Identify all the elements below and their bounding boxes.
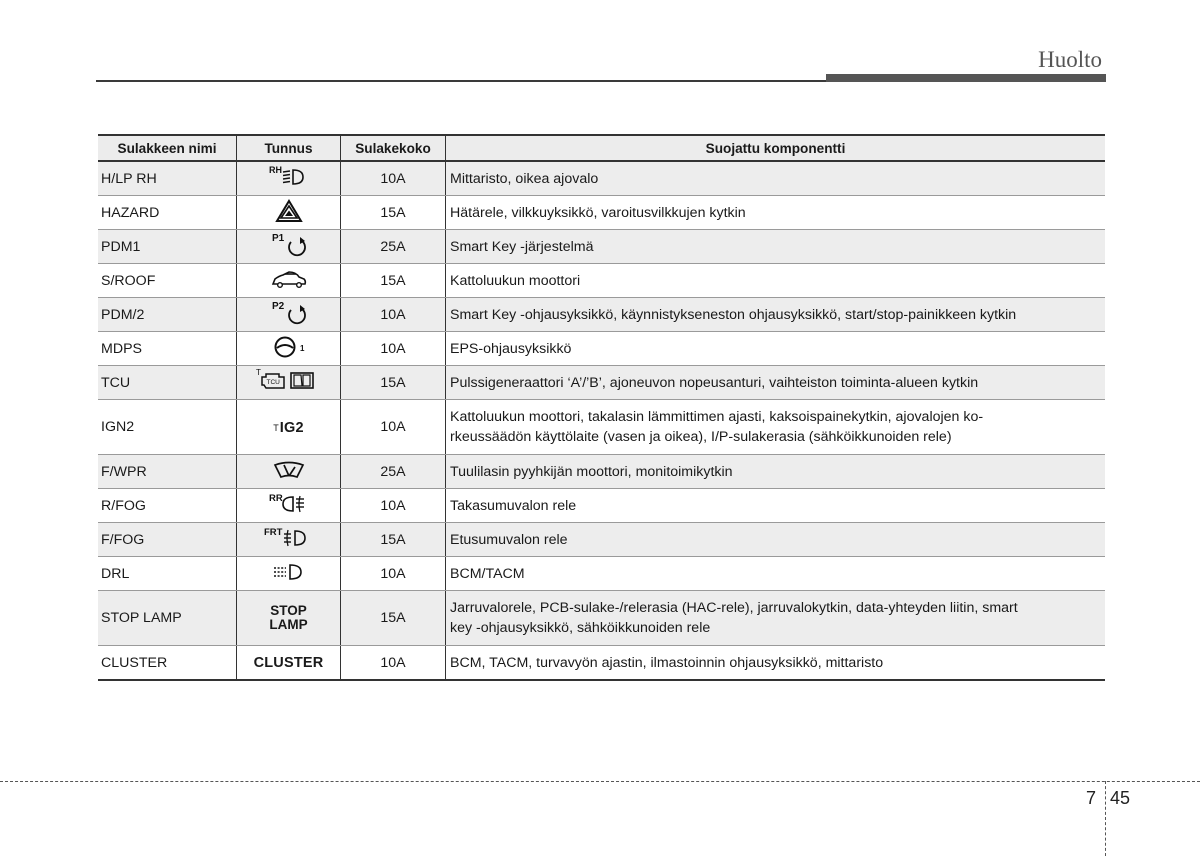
fuse-name: H/LP RH bbox=[98, 161, 237, 196]
symbol-label: IG2 bbox=[279, 419, 304, 436]
fuse-component: Smart Key -ohjausyksikkö, käynnistykseneston ohjausyksikkö, start/stop-painikkeen kytkin bbox=[446, 298, 1106, 332]
column-header-size: Sulakekoko bbox=[341, 135, 446, 161]
fuse-size: 15A bbox=[341, 591, 446, 646]
table-row bbox=[98, 455, 1105, 489]
fuse-size: 10A bbox=[341, 400, 446, 455]
symbol-label: TCU bbox=[266, 378, 280, 386]
symbol-label: RR bbox=[268, 492, 283, 504]
table-row bbox=[98, 400, 1105, 455]
fuse-name: IGN2 bbox=[98, 400, 237, 455]
fuse-component: Pulssigeneraattori ‘A’/’B’, ajoneuvon nopeusanturi, vaihteiston toiminta-alueen kytkin bbox=[446, 366, 1106, 400]
cluster-label: CLUSTER bbox=[253, 654, 324, 671]
symbol-label: FRT bbox=[263, 526, 282, 538]
fuse-name: S/ROOF bbox=[98, 264, 237, 298]
fuse-component-line: Jarruvalorele, PCB-sulake-/relerasia (HAC-rele), jarruvalokytkin, data-yhteyden liitin, smart bbox=[450, 600, 1018, 616]
symbol-label: P2 bbox=[271, 300, 284, 312]
fuse-component: Hätärele, vilkkuyksikkö, varoitusvilkkujen kytkin bbox=[446, 196, 1106, 230]
fuse-component: EPS-ohjausyksikkö bbox=[446, 332, 1106, 366]
table-row bbox=[98, 366, 1105, 400]
fuse-size: 10A bbox=[341, 646, 446, 681]
fuse-name: CLUSTER bbox=[98, 646, 237, 681]
fuse-name: R/FOG bbox=[98, 489, 237, 523]
symbol-line: LAMP bbox=[269, 616, 308, 632]
fuse-name: PDM/2 bbox=[98, 298, 237, 332]
column-header-component: Suojattu komponentti bbox=[446, 135, 1106, 161]
header-rule bbox=[96, 80, 826, 82]
fuse-size: 15A bbox=[341, 264, 446, 298]
fuse-name: F/WPR bbox=[98, 455, 237, 489]
table-row bbox=[98, 196, 1105, 230]
table-header-row bbox=[98, 135, 1105, 161]
footer-rule bbox=[0, 781, 1200, 782]
symbol-prefix: T bbox=[255, 367, 261, 377]
table-row bbox=[98, 161, 1105, 196]
page-number: 45 bbox=[1110, 788, 1131, 808]
fuse-component bbox=[446, 400, 1106, 455]
power-p2-icon bbox=[264, 299, 314, 327]
table-row bbox=[98, 264, 1105, 298]
fuse-component: BCM, TACM, turvavyön ajastin, ilmastoinnin ohjausyksikkö, mittaristo bbox=[446, 646, 1106, 681]
fuse-size: 10A bbox=[341, 298, 446, 332]
column-header-symbol: Tunnus bbox=[237, 135, 341, 161]
table-row bbox=[98, 332, 1105, 366]
fuse-size: 10A bbox=[341, 557, 446, 591]
fuse-component: Mittaristo, oikea ajovalo bbox=[446, 161, 1106, 196]
fuse-size: 15A bbox=[341, 523, 446, 557]
symbol-label: P1 bbox=[271, 232, 284, 244]
fuse-component: Kattoluukun moottori bbox=[446, 264, 1106, 298]
fuse-size: 10A bbox=[341, 489, 446, 523]
fuse-name: F/FOG bbox=[98, 523, 237, 557]
power-p1-icon bbox=[264, 231, 314, 259]
steering-wheel-icon bbox=[264, 334, 314, 360]
fuse-component: Smart Key -järjestelmä bbox=[446, 230, 1106, 264]
header-rule-accent bbox=[826, 74, 1106, 82]
fuse-name: MDPS bbox=[98, 332, 237, 366]
fuse-component: Etusumuvalon rele bbox=[446, 523, 1106, 557]
fuse-table bbox=[98, 134, 1105, 681]
table-row bbox=[98, 591, 1105, 646]
fuse-size: 25A bbox=[341, 455, 446, 489]
table-row bbox=[98, 557, 1105, 591]
table-row bbox=[98, 646, 1105, 681]
symbol-label: 1 bbox=[299, 343, 304, 353]
fuse-component-line: rkeussäädön käyttölaite (vasen ja oikea), I/P-sulakerasia (sähköikkunoiden rele) bbox=[450, 429, 952, 445]
column-header-name: Sulakkeen nimi bbox=[98, 135, 237, 161]
tcu-icon bbox=[253, 367, 325, 395]
table-row bbox=[98, 230, 1105, 264]
footer-divider bbox=[1105, 781, 1106, 856]
fuse-name: DRL bbox=[98, 557, 237, 591]
page-header-title: Huolto bbox=[1038, 47, 1102, 72]
fuse-name: TCU bbox=[98, 366, 237, 400]
symbol-prefix: T bbox=[273, 422, 279, 433]
fuse-name: HAZARD bbox=[98, 196, 237, 230]
table-row bbox=[98, 489, 1105, 523]
fuse-component: BCM/TACM bbox=[446, 557, 1106, 591]
chapter-number: 7 bbox=[1086, 788, 1097, 808]
hazard-icon bbox=[274, 198, 304, 224]
fuse-component bbox=[446, 591, 1106, 646]
symbol-line: STOP bbox=[270, 602, 307, 618]
fuse-name: STOP LAMP bbox=[98, 591, 237, 646]
fuse-size: 10A bbox=[341, 332, 446, 366]
ign2-icon bbox=[273, 420, 303, 436]
fuse-component: Tuulilasin pyyhkijän moottori, monitoimikytkin bbox=[446, 455, 1106, 489]
front-wiper-icon bbox=[271, 457, 307, 483]
fuse-component-line: key -ohjausyksikkö, sähköikkunoiden rele bbox=[450, 620, 711, 636]
fuse-size: 15A bbox=[341, 366, 446, 400]
fuse-size: 25A bbox=[341, 230, 446, 264]
fuse-component-line: Kattoluukun moottori, takalasin lämmittimen ajasti, kaksoispainekytkin, ajovalojen ko- bbox=[450, 409, 984, 425]
fuse-size: 10A bbox=[341, 161, 446, 196]
fuse-component: Takasumuvalon rele bbox=[446, 489, 1106, 523]
stop-lamp-label bbox=[269, 604, 307, 632]
fuse-name: PDM1 bbox=[98, 230, 237, 264]
front-fog-icon bbox=[259, 525, 319, 551]
drl-icon bbox=[269, 559, 309, 585]
rear-fog-icon bbox=[261, 491, 317, 517]
table-row bbox=[98, 523, 1105, 557]
sunroof-icon bbox=[269, 266, 309, 292]
fuse-size: 15A bbox=[341, 196, 446, 230]
headlamp-rh-icon bbox=[259, 164, 319, 190]
symbol-label: RH bbox=[268, 164, 282, 175]
table-row bbox=[98, 298, 1105, 332]
